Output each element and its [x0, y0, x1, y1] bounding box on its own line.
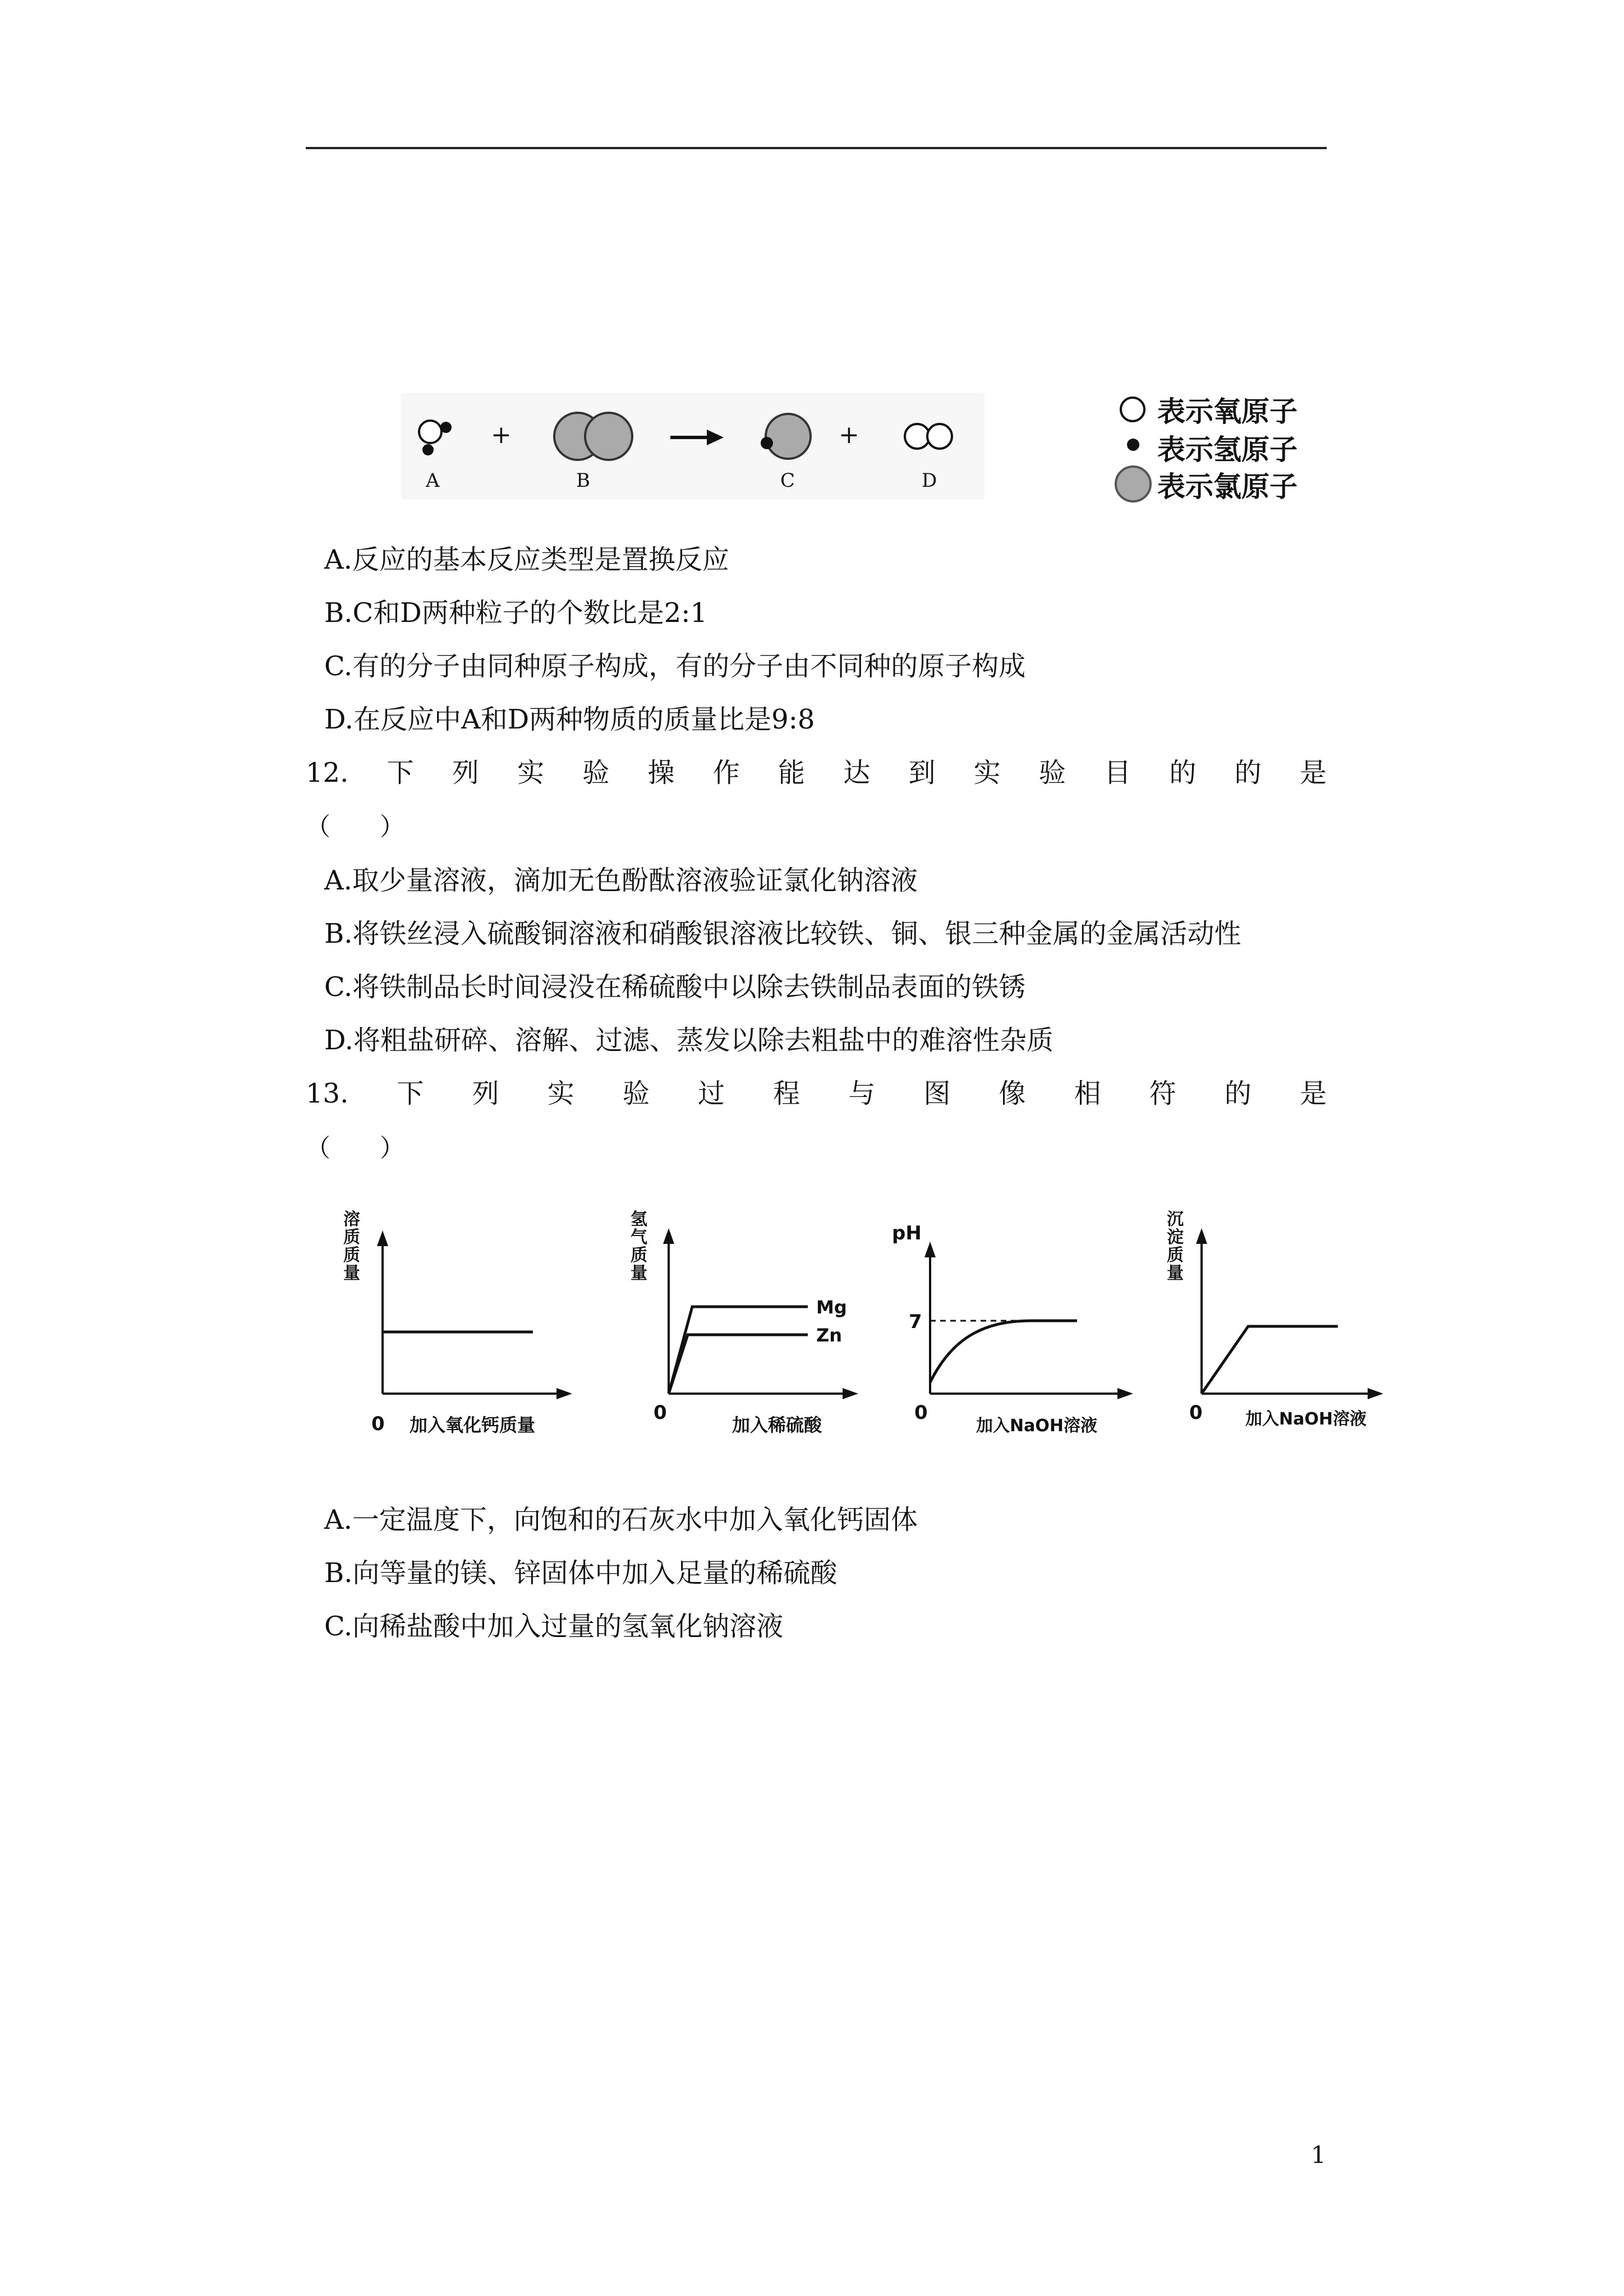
q13-char: 图: [923, 1078, 951, 1109]
q13-option-b: B.向等量的镁、锌固体中加入足量的稀硫酸: [324, 1557, 838, 1589]
graph-2-mg-line: [669, 1307, 808, 1394]
graph-3-xlabel: 加入NaOH溶液: [976, 1416, 1097, 1436]
q12-option-b: B.将铁丝浸入硫酸铜溶液和硝酸银溶液比较铁、铜、银三种金属的金属活动性: [324, 918, 1241, 949]
graph-2-zn-label: Zn: [816, 1325, 842, 1346]
white-circle-icon: [1118, 395, 1148, 425]
legend-oxygen-text: 表示氧原子: [1157, 395, 1298, 428]
q13-option-c: C.向稀盐酸中加入过量的氢氧化钠溶液: [324, 1611, 784, 1642]
molecule-a: [419, 421, 452, 455]
q12-char: 列: [452, 757, 479, 789]
q13-char: 列: [472, 1078, 499, 1109]
legend-hydrogen: [1114, 425, 1355, 466]
q12-char: 作: [712, 757, 740, 789]
q12-stem: [306, 756, 1327, 790]
graph-3-ylabel: pH: [892, 1222, 922, 1244]
graph-4-ylabel: 沉淀质量: [1167, 1210, 1184, 1283]
q13-char: 下: [397, 1078, 424, 1109]
graph-3-origin: 0: [914, 1401, 928, 1424]
graph-3-curve: [930, 1321, 1077, 1382]
atom-legend: [1114, 387, 1355, 505]
header-rule: [306, 147, 1327, 149]
legend-hydrogen-text: 表示氢原子: [1157, 434, 1298, 466]
label-d: D: [922, 469, 937, 492]
graph-3-ph: [892, 1206, 1156, 1453]
q11-option-b: B.C和D两种粒子的个数比是2:1: [324, 597, 707, 629]
q13-char: 像: [999, 1078, 1026, 1109]
arrow-icon: [670, 430, 724, 445]
reaction-diagram: [401, 393, 984, 499]
q12-char: 的: [1234, 757, 1262, 789]
q12-char: 达: [843, 757, 871, 789]
graph-2-origin: 0: [654, 1401, 667, 1424]
q12-char: 验: [1038, 757, 1066, 789]
q12-option-a: A.取少量溶液，滴加无色酚酞溶液验证氯化钠溶液: [324, 865, 918, 896]
black-dot-icon: [1125, 436, 1142, 453]
q12-number: 12.: [306, 757, 349, 789]
q13-char: 程: [773, 1078, 801, 1109]
q11-option-c: C.有的分子由同种原子构成，有的分子由不同种的原子构成: [324, 651, 1026, 682]
plus-2: +: [839, 421, 859, 449]
graph-4-precipitate-mass: [1167, 1206, 1402, 1453]
graph-1-solute-mass: [337, 1206, 583, 1453]
graph-1-origin: 0: [371, 1413, 385, 1435]
graph-3-tick-7: 7: [909, 1311, 922, 1333]
graph-1-xlabel: 加入氧化钙质量: [410, 1414, 536, 1436]
q11-option-d: D.在反应中A和D两种物质的质量比是9:8: [324, 704, 815, 735]
q12-option-d: D.将粗盐研碎、溶解、过滤、蒸发以除去粗盐中的难溶性杂质: [324, 1025, 1054, 1056]
q12-char: 是: [1299, 757, 1327, 789]
legend-chlorine: [1114, 462, 1355, 503]
q12-char: 能: [778, 757, 805, 789]
q13-stem: [306, 1077, 1327, 1110]
molecule-c: [761, 414, 811, 459]
q13-char: 符: [1149, 1078, 1176, 1109]
q13-char: 实: [547, 1078, 574, 1109]
q12-char: 目: [1104, 757, 1131, 789]
page-number: 1: [1311, 2141, 1326, 2169]
label-c: C: [780, 469, 795, 492]
q12-option-c: C.将铁制品长时间浸没在稀硫酸中以除去铁制品表面的铁锈: [324, 971, 1026, 1003]
q12-char: 实: [973, 757, 1001, 789]
q13-answer-blank: （ ）: [306, 1134, 404, 1163]
q13-char: 与: [848, 1078, 876, 1109]
graph-1-ylabel: 溶质质量: [343, 1210, 360, 1283]
graph-2-zn-line: [669, 1335, 808, 1394]
legend-oxygen: [1114, 387, 1355, 428]
gray-circle-icon: [1114, 464, 1153, 504]
q12-char: 实: [517, 757, 545, 789]
graph-2-hydrogen-mass: [623, 1206, 875, 1453]
graph-4-line: [1202, 1326, 1338, 1394]
q13-char: 过: [697, 1078, 725, 1109]
plus-1: +: [491, 421, 512, 449]
q13-char: 验: [622, 1078, 650, 1109]
q13-option-a: A.一定温度下，向饱和的石灰水中加入氧化钙固体: [324, 1504, 918, 1536]
q12-char: 到: [908, 757, 936, 789]
q11-option-a: A.反应的基本反应类型是置换反应: [324, 544, 729, 575]
q12-char: 的: [1169, 757, 1197, 789]
graph-2-mg-label: Mg: [816, 1297, 847, 1318]
graph-4-origin: 0: [1189, 1401, 1203, 1424]
graph-2-ylabel: 氢气质量: [631, 1210, 647, 1283]
label-a: A: [426, 469, 440, 492]
q12-answer-blank: （ ）: [306, 813, 404, 841]
q13-char: 的: [1224, 1078, 1252, 1109]
q12-char: 验: [582, 757, 610, 789]
molecule-d: [905, 424, 952, 449]
q13-char: 是: [1299, 1078, 1327, 1109]
q13-number: 13.: [306, 1078, 349, 1109]
molecule-b: [554, 413, 632, 460]
legend-chlorine-text: 表示氯原子: [1157, 471, 1298, 503]
graph-4-xlabel: 加入NaOH溶液: [1245, 1409, 1367, 1429]
graph-2-xlabel: 加入稀硫酸: [732, 1414, 822, 1436]
q12-char: 操: [647, 757, 675, 789]
label-b: B: [576, 469, 590, 492]
q12-char: 下: [387, 757, 414, 789]
q13-char: 相: [1074, 1078, 1101, 1109]
